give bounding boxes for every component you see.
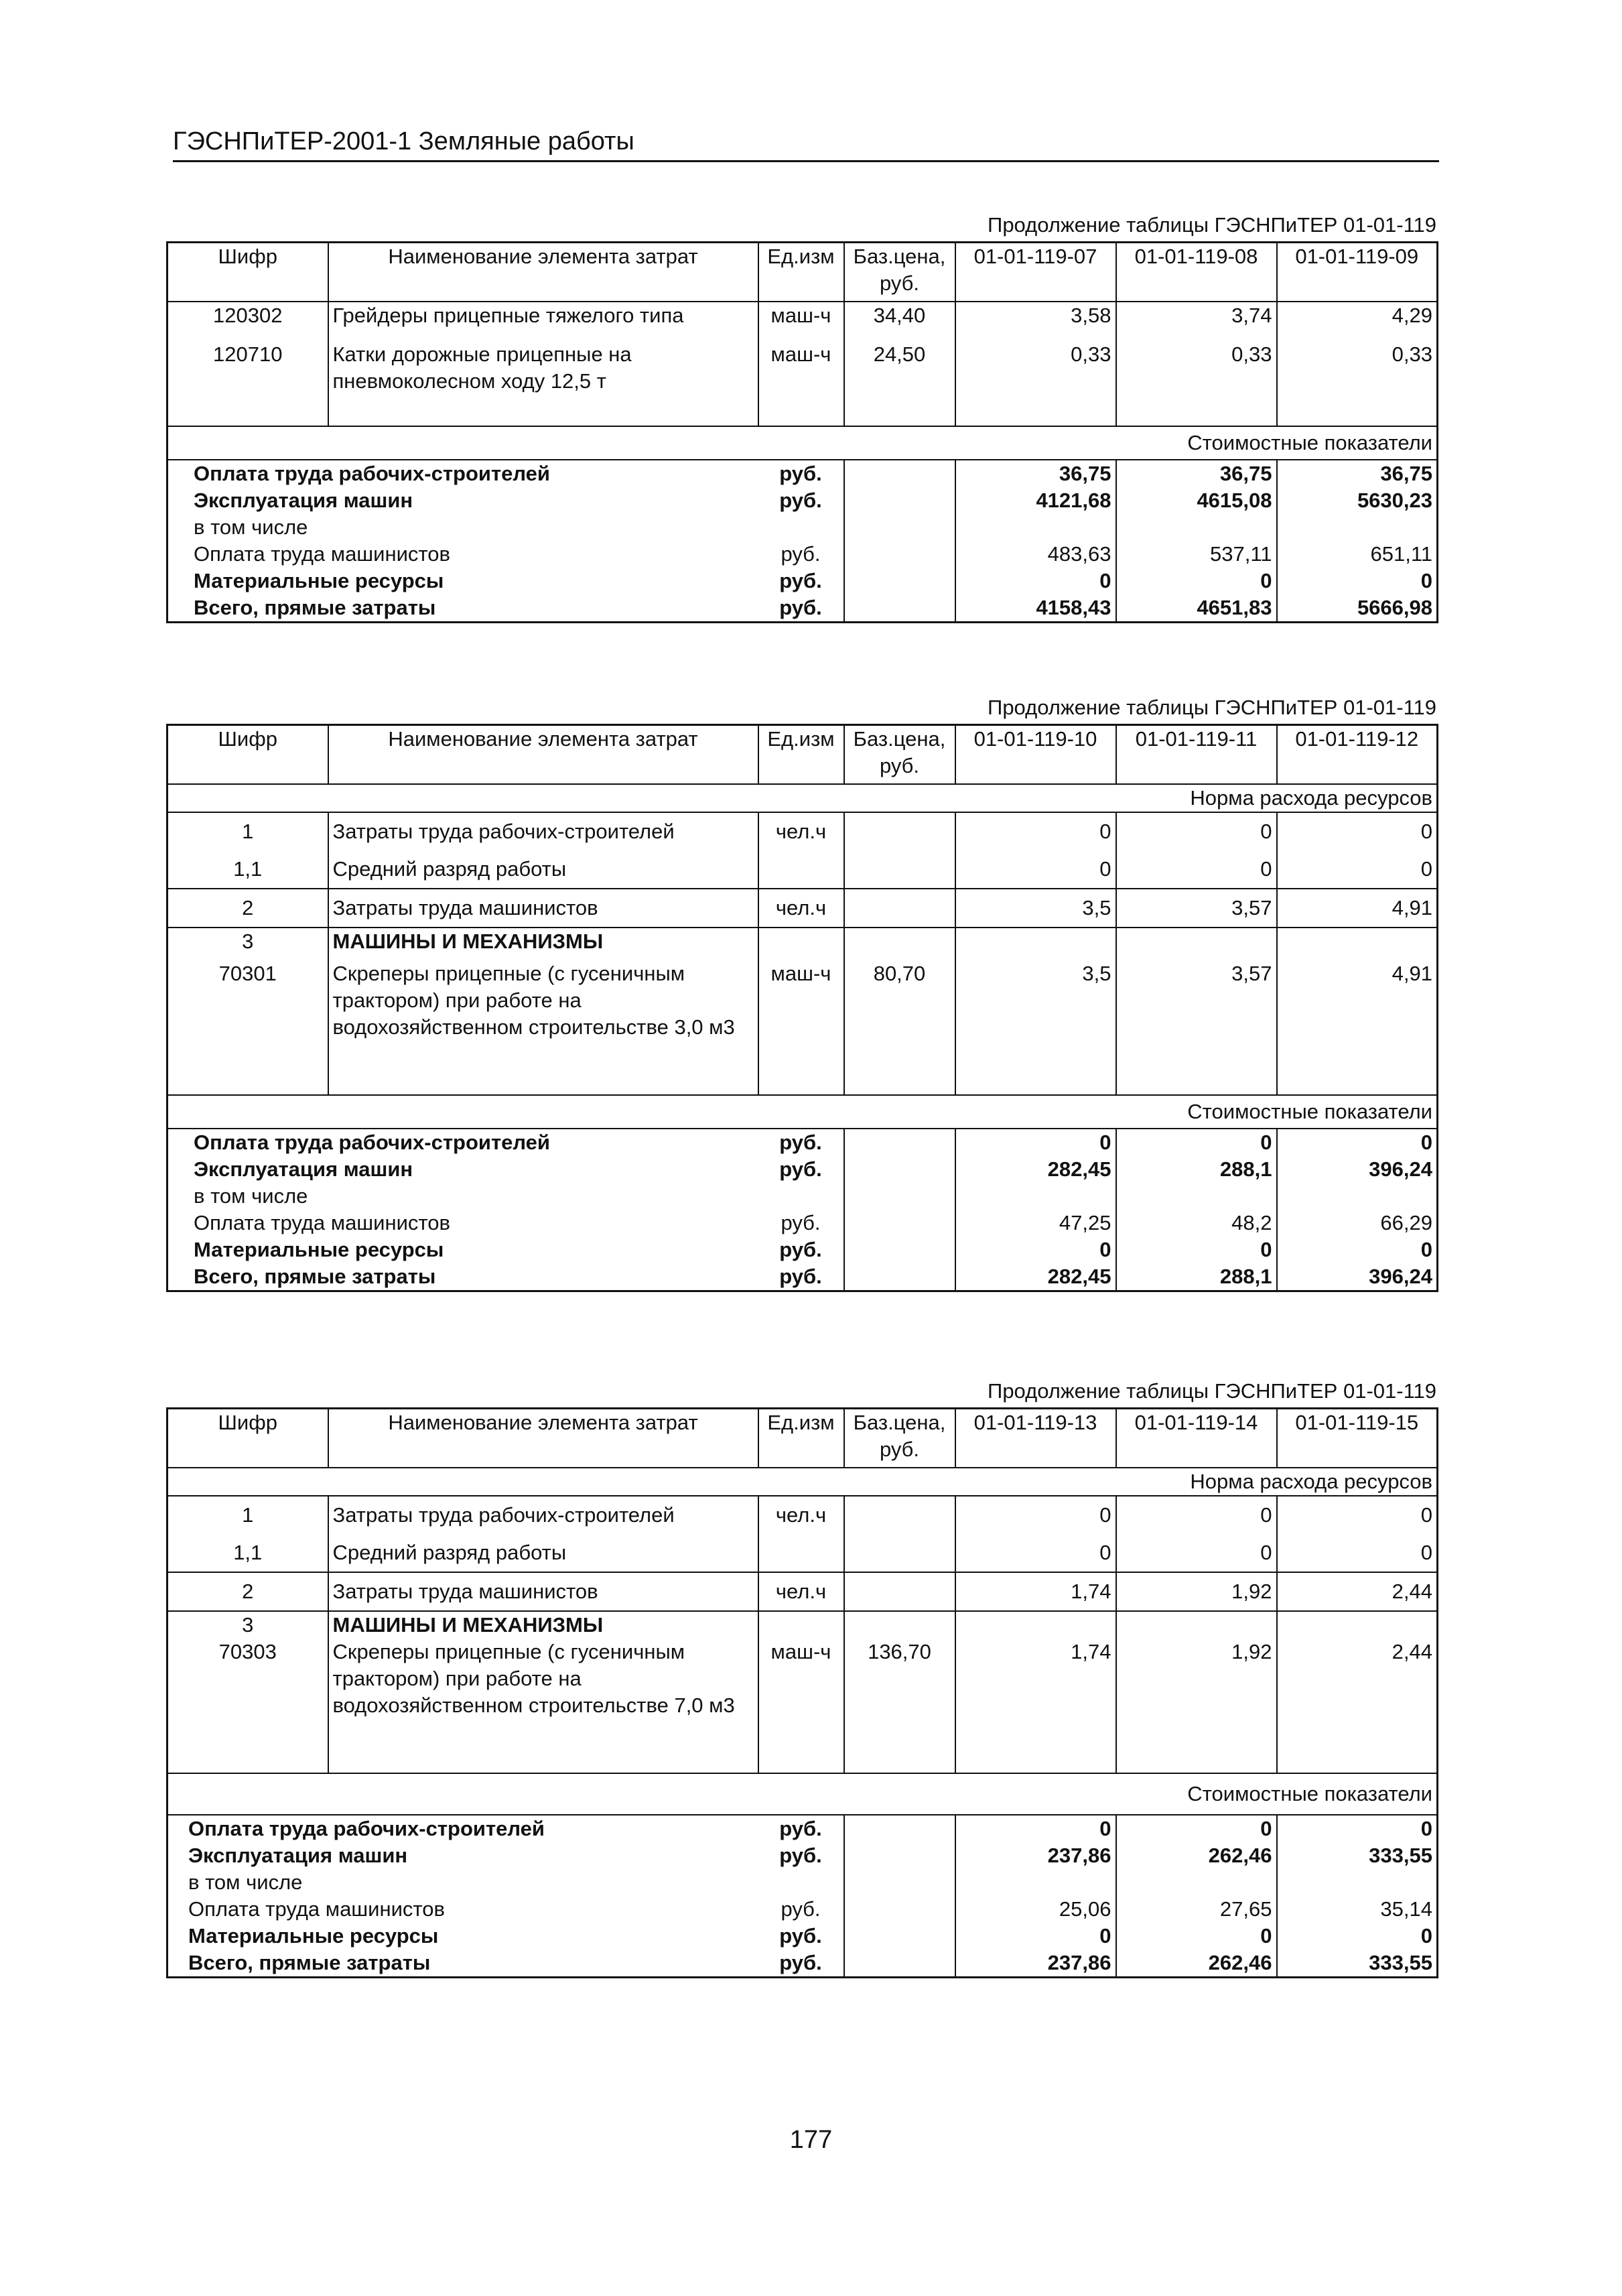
cost-name: в том числе	[194, 515, 308, 539]
row-name: Средний разряд работы	[328, 1534, 758, 1572]
table-caption: Продолжение таблицы ГЭСНПиТЕР 01-01-119	[988, 696, 1436, 719]
col-code-1: 01-01-119-10	[955, 725, 1116, 785]
cost-name: Оплата труда рабочих-строителей	[167, 1129, 758, 1156]
row-unit: чел.ч	[758, 889, 844, 928]
cost-value: 396,24	[1277, 1156, 1438, 1183]
col-code-header: Шифр	[218, 245, 277, 268]
cost-row	[167, 1896, 1438, 1923]
row-value: 0	[1277, 1534, 1438, 1572]
row-value: 1,74	[955, 1572, 1116, 1611]
col-code-2: 01-01-119-14	[1116, 1409, 1277, 1468]
cost-unit: руб.	[779, 489, 822, 512]
cost-value: 0	[1116, 1815, 1277, 1842]
cost-value: 262,46	[1116, 1950, 1277, 1978]
cost-value: 5630,23	[1277, 487, 1438, 514]
cost-name: Оплата труда машинистов	[188, 1897, 445, 1921]
row-value: 2,44	[1277, 1639, 1438, 1773]
row-price: 24,50	[844, 329, 955, 426]
cost-row	[167, 1923, 1438, 1950]
row-code: 2	[167, 1572, 328, 1611]
table-row	[167, 850, 1438, 889]
row-code: 1,1	[233, 1541, 263, 1564]
cost-value: 651,11	[1277, 541, 1438, 568]
cost-unit: руб.	[779, 1844, 822, 1867]
cost-value: 0	[1277, 1923, 1438, 1950]
cost-unit: руб.	[758, 460, 844, 487]
row-value: 0	[1277, 1496, 1438, 1534]
col-price-header: Баз.цена, руб.	[844, 243, 955, 302]
table-row	[167, 302, 1438, 329]
section-title: МАШИНЫ И МЕХАНИЗМЫ	[328, 1611, 758, 1639]
cost-name: Всего, прямые затраты	[188, 1951, 431, 1974]
row-value: 3,58	[955, 302, 1116, 329]
cost-name: Всего, прямые затраты	[194, 596, 436, 619]
table-caption: Продолжение таблицы ГЭСНПиТЕР 01-01-119	[988, 213, 1436, 237]
row-name: Затраты труда рабочих-строителей	[328, 812, 758, 850]
cost-row	[167, 568, 1438, 594]
page-header: ГЭСНПиТЕР-2001-1 Земляные работы	[173, 127, 1439, 162]
col-name-header: Наименование элемента затрат	[328, 1409, 758, 1468]
cost-value: 288,1	[1116, 1263, 1277, 1291]
row-name: Средний разряд работы	[328, 850, 758, 889]
row-value: 4,91	[1277, 955, 1438, 1095]
col-price-header: Баз.цена, руб.	[844, 1409, 955, 1468]
table-row	[167, 1572, 1438, 1611]
row-code: 1,1	[233, 857, 263, 881]
cost-value: 47,25	[955, 1210, 1116, 1236]
cost-title-row	[167, 1095, 1438, 1129]
col-code-header: Шифр	[218, 1411, 277, 1434]
cost-row	[167, 1156, 1438, 1183]
cost-value: 4651,83	[1116, 594, 1277, 623]
table-caption: Продолжение таблицы ГЭСНПиТЕР 01-01-119	[988, 1379, 1436, 1403]
table-row	[167, 1496, 1438, 1534]
section-row	[167, 928, 1438, 955]
col-name-header: Наименование элемента затрат	[328, 725, 758, 785]
row-value: 2,44	[1277, 1572, 1438, 1611]
cost-title: Стоимостные показатели	[167, 1773, 1438, 1815]
row-value: 0	[955, 812, 1116, 850]
table-header-row	[167, 243, 1438, 302]
table-row	[167, 329, 1438, 426]
cost-name: в том числе	[188, 1870, 303, 1894]
row-value: 1,92	[1116, 1639, 1277, 1773]
row-value: 3,57	[1116, 889, 1277, 928]
col-name-header: Наименование элемента затрат	[328, 243, 758, 302]
col-price-header: Баз.цена, руб.	[844, 725, 955, 785]
resource-table-1	[166, 241, 1438, 623]
cost-unit: руб.	[781, 1897, 821, 1921]
cost-unit: руб.	[779, 569, 822, 592]
cost-row	[167, 1263, 1438, 1291]
cost-value: 237,86	[955, 1842, 1116, 1869]
cost-unit: руб.	[758, 1815, 844, 1842]
row-price: 34,40	[844, 302, 955, 329]
cost-value: 396,24	[1277, 1263, 1438, 1291]
resource-table-3	[166, 1407, 1438, 1978]
norm-title: Норма расхода ресурсов	[167, 1468, 1438, 1496]
cost-value: 48,2	[1116, 1210, 1277, 1236]
cost-name: Материальные ресурсы	[194, 1238, 444, 1261]
cost-value: 0	[1277, 568, 1438, 594]
row-value: 1,92	[1116, 1572, 1277, 1611]
row-value: 0	[1116, 812, 1277, 850]
cost-row	[167, 1129, 1438, 1156]
cost-row	[167, 1815, 1438, 1842]
row-price	[844, 812, 955, 850]
row-value: 4,29	[1277, 302, 1438, 329]
cost-row	[167, 594, 1438, 623]
cost-row	[167, 1236, 1438, 1263]
table-row	[167, 1534, 1438, 1572]
row-value: 0	[955, 850, 1116, 889]
resource-table-2	[166, 724, 1438, 1292]
cost-name: Оплата труда машинистов	[194, 1211, 450, 1234]
cost-value: 237,86	[955, 1950, 1116, 1978]
row-value: 0	[1116, 1496, 1277, 1534]
col-code-1: 01-01-119-13	[955, 1409, 1116, 1468]
row-unit: чел.ч	[758, 1496, 844, 1534]
cost-value: 36,75	[1277, 460, 1438, 487]
cost-value: 0	[955, 568, 1116, 594]
row-name: Затраты труда машинистов	[328, 1572, 758, 1611]
cost-name: Эксплуатация машин	[188, 1844, 408, 1867]
cost-value: 4158,43	[955, 594, 1116, 623]
row-value: 1,74	[955, 1639, 1116, 1773]
cost-name: Всего, прямые затраты	[194, 1265, 436, 1288]
cost-value: 5666,98	[1277, 594, 1438, 623]
col-code-2: 01-01-119-08	[1116, 243, 1277, 302]
row-value: 0	[1116, 850, 1277, 889]
cost-row	[167, 1210, 1438, 1236]
table-header-row	[167, 725, 1438, 785]
col-code-header: Шифр	[218, 727, 277, 751]
row-value: 0,33	[1277, 329, 1438, 426]
row-value: 0	[1277, 812, 1438, 850]
cost-value: 483,63	[955, 541, 1116, 568]
cost-value: 537,11	[1116, 541, 1277, 568]
cost-value: 0	[1277, 1236, 1438, 1263]
cost-unit: руб.	[779, 1265, 822, 1288]
row-value: 0	[955, 1496, 1116, 1534]
cost-name: Оплата труда машинистов	[194, 542, 450, 566]
cost-unit: руб.	[779, 1951, 822, 1974]
col-code-2: 01-01-119-11	[1116, 725, 1277, 785]
cost-name: Эксплуатация машин	[194, 489, 413, 512]
cost-value: 0	[955, 1923, 1116, 1950]
row-value: 0	[1277, 850, 1438, 889]
col-code-3: 01-01-119-15	[1277, 1409, 1438, 1468]
cost-title: Стоимостные показатели	[167, 1095, 1438, 1129]
row-value: 0,33	[1116, 329, 1277, 426]
row-value: 0,33	[955, 329, 1116, 426]
row-code: 3	[167, 1611, 328, 1639]
table-row	[167, 812, 1438, 850]
cost-row	[167, 460, 1438, 487]
cost-row	[167, 1950, 1438, 1978]
cost-unit: руб.	[781, 542, 821, 566]
cost-name: Материальные ресурсы	[188, 1924, 439, 1948]
cost-row	[167, 514, 1438, 541]
cost-value: 66,29	[1277, 1210, 1438, 1236]
cost-title-row	[167, 1773, 1438, 1815]
cost-row	[167, 1869, 1438, 1896]
cost-row	[167, 1842, 1438, 1869]
cost-value: 0	[1277, 1129, 1438, 1156]
cost-value: 0	[955, 1815, 1116, 1842]
cost-value: 288,1	[1116, 1156, 1277, 1183]
cost-unit: руб.	[781, 1211, 821, 1234]
row-name: Затраты труда машинистов	[328, 889, 758, 928]
col-unit-header: Ед.изм	[758, 1409, 844, 1468]
cost-value: 36,75	[1116, 460, 1277, 487]
row-unit: чел.ч	[758, 1572, 844, 1611]
cost-unit: руб.	[779, 1157, 822, 1181]
cost-value: 0	[1116, 1923, 1277, 1950]
row-value: 3,57	[1116, 955, 1277, 1095]
row-code: 120710	[213, 342, 283, 366]
row-price	[844, 1496, 955, 1534]
row-unit: маш-ч	[758, 1639, 844, 1773]
cost-row	[167, 541, 1438, 568]
cost-value: 282,45	[955, 1156, 1116, 1183]
row-value: 3,74	[1116, 302, 1277, 329]
cost-row	[167, 1183, 1438, 1210]
row-unit: маш-ч	[758, 302, 844, 329]
cost-title: Стоимостные показатели	[167, 426, 1438, 460]
section-title: МАШИНЫ И МЕХАНИЗМЫ	[328, 928, 758, 955]
row-code: 70303	[218, 1640, 277, 1663]
cost-unit: руб.	[779, 596, 822, 619]
row-value: 3,5	[955, 889, 1116, 928]
row-code: 70301	[218, 962, 277, 985]
cost-name: Эксплуатация машин	[194, 1157, 413, 1181]
cost-unit: руб.	[779, 1238, 822, 1261]
cost-value: 0	[1116, 1129, 1277, 1156]
row-name: Скреперы прицепные (с гусеничным трактором) при работе на водохозяйственном строительстве 7,0 м3	[328, 1639, 758, 1773]
cost-name: Оплата труда рабочих-строителей	[167, 1815, 758, 1842]
norm-title-row	[167, 784, 1438, 812]
cost-value: 0	[1116, 1236, 1277, 1263]
cost-value: 25,06	[955, 1896, 1116, 1923]
row-name: Катки дорожные прицепные на пневмоколесном ходу 12,5 т	[328, 329, 758, 426]
row-unit: маш-ч	[758, 329, 844, 426]
row-value: 3,5	[955, 955, 1116, 1095]
col-unit-header: Ед.изм	[758, 243, 844, 302]
cost-row	[167, 487, 1438, 514]
cost-name: Материальные ресурсы	[194, 569, 444, 592]
cost-value: 35,14	[1277, 1896, 1438, 1923]
table-row	[167, 1639, 1438, 1773]
table-row	[167, 889, 1438, 928]
cost-value: 333,55	[1277, 1842, 1438, 1869]
row-value: 0	[955, 1534, 1116, 1572]
cost-value: 282,45	[955, 1263, 1116, 1291]
cost-value: 4121,68	[955, 487, 1116, 514]
row-value: 0	[1116, 1534, 1277, 1572]
table-row	[167, 955, 1438, 1095]
cost-value: 0	[955, 1129, 1116, 1156]
cost-value: 262,46	[1116, 1842, 1277, 1869]
page-number: 177	[789, 2126, 833, 2154]
cost-value: 333,55	[1277, 1950, 1438, 1978]
cost-name: в том числе	[194, 1184, 308, 1208]
row-price: 136,70	[844, 1639, 955, 1773]
row-code: 2	[167, 889, 328, 928]
table-header-row	[167, 1409, 1438, 1468]
norm-title-row	[167, 1468, 1438, 1496]
row-unit: чел.ч	[758, 812, 844, 850]
cost-unit: руб.	[758, 1129, 844, 1156]
cost-value: 36,75	[955, 460, 1116, 487]
row-code: 1	[167, 1496, 328, 1534]
row-code: 3	[167, 928, 328, 955]
cost-value: 0	[955, 1236, 1116, 1263]
row-value: 4,91	[1277, 889, 1438, 928]
row-code: 1	[167, 812, 328, 850]
cost-value: 4615,08	[1116, 487, 1277, 514]
row-name: Затраты труда рабочих-строителей	[328, 1496, 758, 1534]
cost-unit: руб.	[779, 1924, 822, 1948]
row-unit: маш-ч	[758, 955, 844, 1095]
col-unit-header: Ед.изм	[758, 725, 844, 785]
col-code-3: 01-01-119-09	[1277, 243, 1438, 302]
cost-title-row	[167, 426, 1438, 460]
norm-title: Норма расхода ресурсов	[167, 784, 1438, 812]
section-row	[167, 1611, 1438, 1639]
row-name: Грейдеры прицепные тяжелого типа	[328, 302, 758, 329]
col-code-1: 01-01-119-07	[955, 243, 1116, 302]
cost-name: Оплата труда рабочих-строителей	[167, 460, 758, 487]
row-price: 80,70	[844, 955, 955, 1095]
col-code-3: 01-01-119-12	[1277, 725, 1438, 785]
row-code: 120302	[167, 302, 328, 329]
cost-value: 27,65	[1116, 1896, 1277, 1923]
row-name: Скреперы прицепные (с гусеничным трактором) при работе на водохозяйственном строительстве 3,0 м3	[328, 955, 758, 1095]
cost-value: 0	[1116, 568, 1277, 594]
cost-value: 0	[1277, 1815, 1438, 1842]
